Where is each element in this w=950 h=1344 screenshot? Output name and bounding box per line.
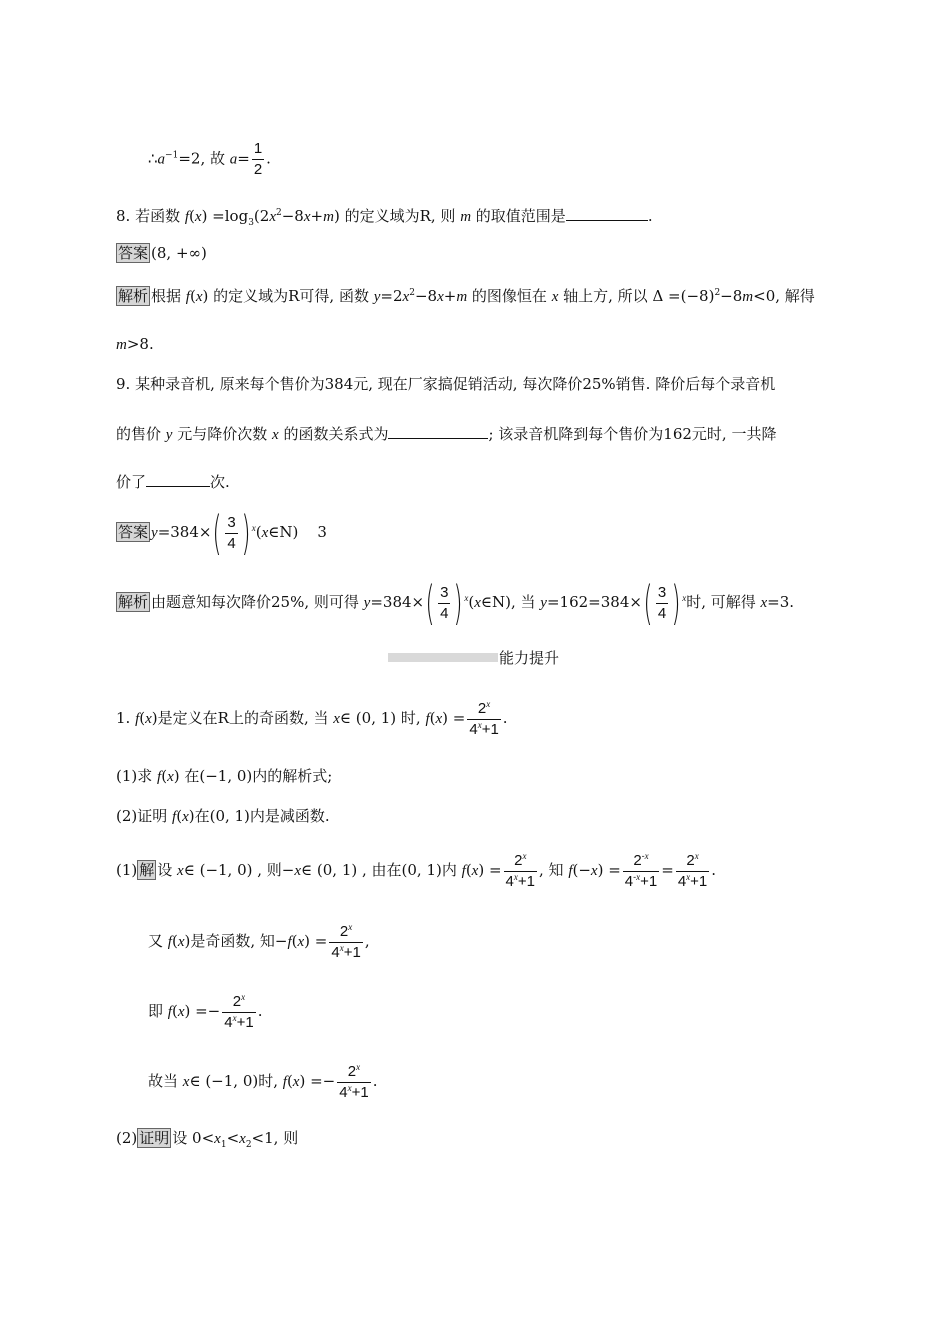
question-9-line3: [116, 470, 230, 492]
solution-1-line3: 即 f(x) =− $\frac{2^x}{4^x+1}$ .: [148, 991, 263, 1031]
count-blank[interactable]: [146, 470, 210, 487]
solution-tag: 解: [139, 861, 155, 879]
q8-answer-value: (8, +∞): [151, 244, 207, 262]
sol1-prefix: (1): [116, 861, 138, 879]
answer-tag: 答案: [118, 244, 149, 262]
question-9-line2: 的售价 y 元与降价次数 x 的函数关系式为 ; 该录音机降到每个售价为162元时, 一共降: [116, 422, 776, 445]
proof-prefix: (2): [116, 1129, 138, 1147]
q9-answer: 答案 y=384×( $\frac{3}{4}$ )x(x∈N) 3: [118, 506, 327, 560]
answer-blank[interactable]: [566, 204, 648, 221]
question-8: 8. 若函数 $f(x) =\log_3(2x^2-8x+m)$ 的定义域为R, 则 m 的取值范围是 .: [116, 204, 653, 227]
problem-1: 1. f(x)是定义在R上的奇函数, 当 x∈ (0, 1) 时, f(x) = $\frac{2^x}{4^x+1}$ .: [116, 698, 508, 738]
question-9-line1: 9. 某种录音机, 原来每个售价为384元, 现在厂家搞促销活动, 每次降价25%销售. 降价后每个录音机: [116, 375, 776, 393]
q9-line3b: 次.: [210, 473, 230, 491]
prev-conclusion: $\therefore a^{-1}=2$, 故 a= $\frac{1}{2}$ .: [148, 140, 271, 178]
analysis-tag: 解析: [118, 287, 149, 305]
q9-analysis: 解析 由题意知每次降价25%, 则可得 y=384×( $\frac{3}{4}$ )x(x∈N), 当 y=162=384×( $\frac{3}{4}$ )x时, 可解得 x=3.: [118, 576, 795, 630]
problem-1-part1: (1)求 f(x) 在(−1, 0)内的解析式;: [116, 767, 333, 785]
q8-analysis: 解析 根据 f(x) 的定义域为R可得, 函数 $y=2x^2-8x+m$ 的图像恒在 x 轴上方, 所以 $\Delta =(-8)^2-8m<0$, 解得: [118, 287, 815, 305]
solution-1-line4: 故当 x∈ (−1, 0)时, f(x) =− $\frac{2^x}{4^x+1}$ .: [148, 1061, 378, 1101]
proof-2: (2) 证明 设 $0<x_1<x_2<1$, 则: [116, 1129, 299, 1150]
section-bar: [388, 653, 498, 662]
q9-line3a: 价了: [116, 473, 147, 491]
proof-tag: 证明: [139, 1129, 170, 1147]
solution-1-line1: (1) 解 设 x∈ (−1, 0) , 则−x∈ (0, 1) , 由在(0, 1)内 f(x) = $\frac{2^x}{4^x+1}$ , 知 f(−x) = $\frac{2^{-x}}{4^{-x}+1}$ = $\frac{2^x}{4^x+1}$ .: [116, 850, 717, 890]
analysis-tag: 解析: [118, 593, 149, 611]
problem-1-part2: (2)证明 f(x)在(0, 1)内是减函数.: [116, 807, 330, 825]
answer-tag: 答案: [118, 523, 149, 541]
q8-answer: [116, 243, 207, 263]
q8-analysis-end: m>8.: [116, 335, 154, 353]
solution-1-line2: 又 f(x)是奇函数, 知−f(x) = $\frac{2^x}{4^x+1}$ ,: [148, 921, 370, 961]
function-blank[interactable]: [388, 422, 488, 439]
section-title: 能力提升: [499, 649, 560, 667]
